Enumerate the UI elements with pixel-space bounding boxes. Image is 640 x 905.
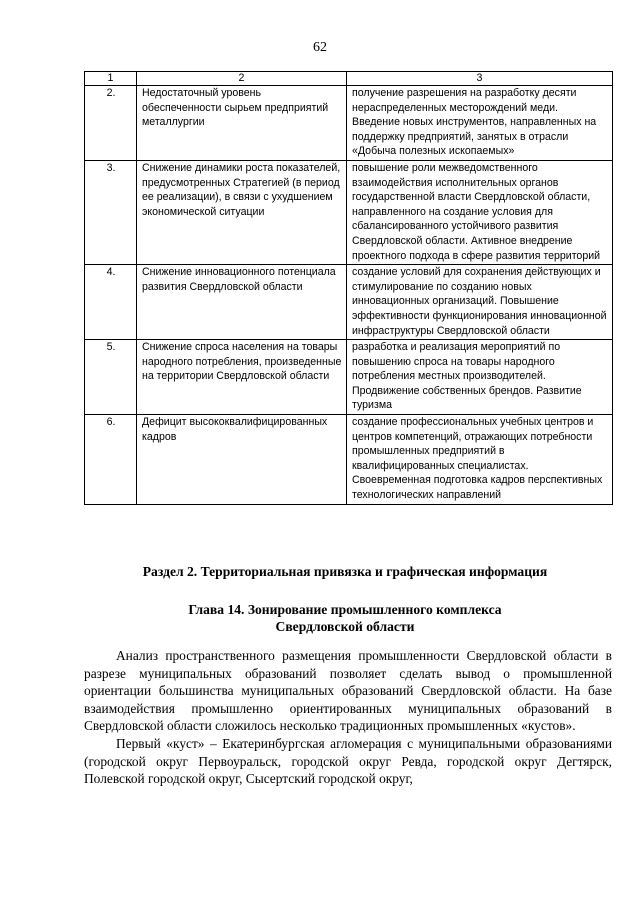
column-header-solution: 3 xyxy=(347,72,613,86)
column-header-problem: 2 xyxy=(137,72,347,86)
table-row xyxy=(85,160,613,264)
row-number: 2. xyxy=(85,86,137,161)
section-title: Раздел 2. Территориальная привязка и графическая информация xyxy=(142,564,548,579)
table-header-row xyxy=(85,72,613,86)
problem-cell: Дефицит высококвалифицированных кадров xyxy=(137,415,347,505)
problem-cell: Снижение динамики роста показателей, предусмотренных Стратегией (в период ее реализации), в связи с ухудшением экономической ситуации xyxy=(137,160,347,264)
solution-cell: получение разрешения на разработку десяти нераспределенных месторождений меди. Введение новых инструментов, направленных на поддержку предприятий, занятых в отрасли «Добыча полезных ископаемых» xyxy=(347,86,613,161)
table-row xyxy=(85,340,613,415)
problem-cell: Недостаточный уровень обеспеченности сырьем предприятий металлургии xyxy=(137,86,347,161)
row-number: 5. xyxy=(85,340,137,415)
solution-cell: разработка и реализация мероприятий по повышению спроса на товары народного потребления местных производителей. Продвижение собственных брендов. Развитие туризма xyxy=(347,340,613,415)
problem-cell: Снижение инновационного потенциала развития Свердловской области xyxy=(137,265,347,340)
row-number: 6. xyxy=(85,415,137,505)
page-number: 62 xyxy=(313,40,327,55)
row-number: 4. xyxy=(85,265,137,340)
row-number: 3. xyxy=(85,160,137,264)
paragraph: Первый «куст» – Екатеринбургская агломерация с муниципальными образованиями (городской округ Первоуральск, городской округ Ревда, городской округ Дегтярск, Полевской городской округ, Сысертский городской округ, xyxy=(84,735,612,787)
chapter-title xyxy=(0,601,640,635)
solution-cell: создание профессиональных учебных центров и центров компетенций, отражающих потребности промышленных предприятий в квалифицированных специалистах. Своевременная подготовка кадров перспективных технологических направлений xyxy=(347,415,613,505)
table-row xyxy=(85,415,613,505)
measures-table xyxy=(84,71,613,505)
chapter-title-line: Свердловской области xyxy=(275,619,415,634)
problem-cell: Снижение спроса населения на товары народного потребления, произведенные на территории Свердловской области xyxy=(137,340,347,415)
body-text xyxy=(84,647,612,788)
solution-cell: повышение роли межведомственного взаимодействия исполнительных органов государственной власти Свердловской области, направленного на создание условия для сбалансированного устойчивого развития Свердловской области. Активное внедрение проектного подхода в сфере развития территорий xyxy=(347,160,613,264)
paragraph: Анализ пространственного размещения промышленности Свердловской области в разрезе муниципальных образований позволяет сделать вывод о промышленной ориентации большинства муниципальных образований Свердловской области. На базе взаимодействия промышленно ориентированных муниципальных образований в Свердловской области сложилось несколько традиционных промышленных «кустов». xyxy=(84,648,612,734)
chapter-title-line: Глава 14. Зонирование промышленного комплекса xyxy=(188,602,502,617)
table-row xyxy=(85,86,613,161)
column-header-number: 1 xyxy=(85,72,137,86)
solution-cell: создание условий для сохранения действующих и стимулирование по созданию новых инновационных организаций. Повышение эффективности функционирования инновационной инфраструктуры Свердловской области xyxy=(347,265,613,340)
table-row xyxy=(85,265,613,340)
